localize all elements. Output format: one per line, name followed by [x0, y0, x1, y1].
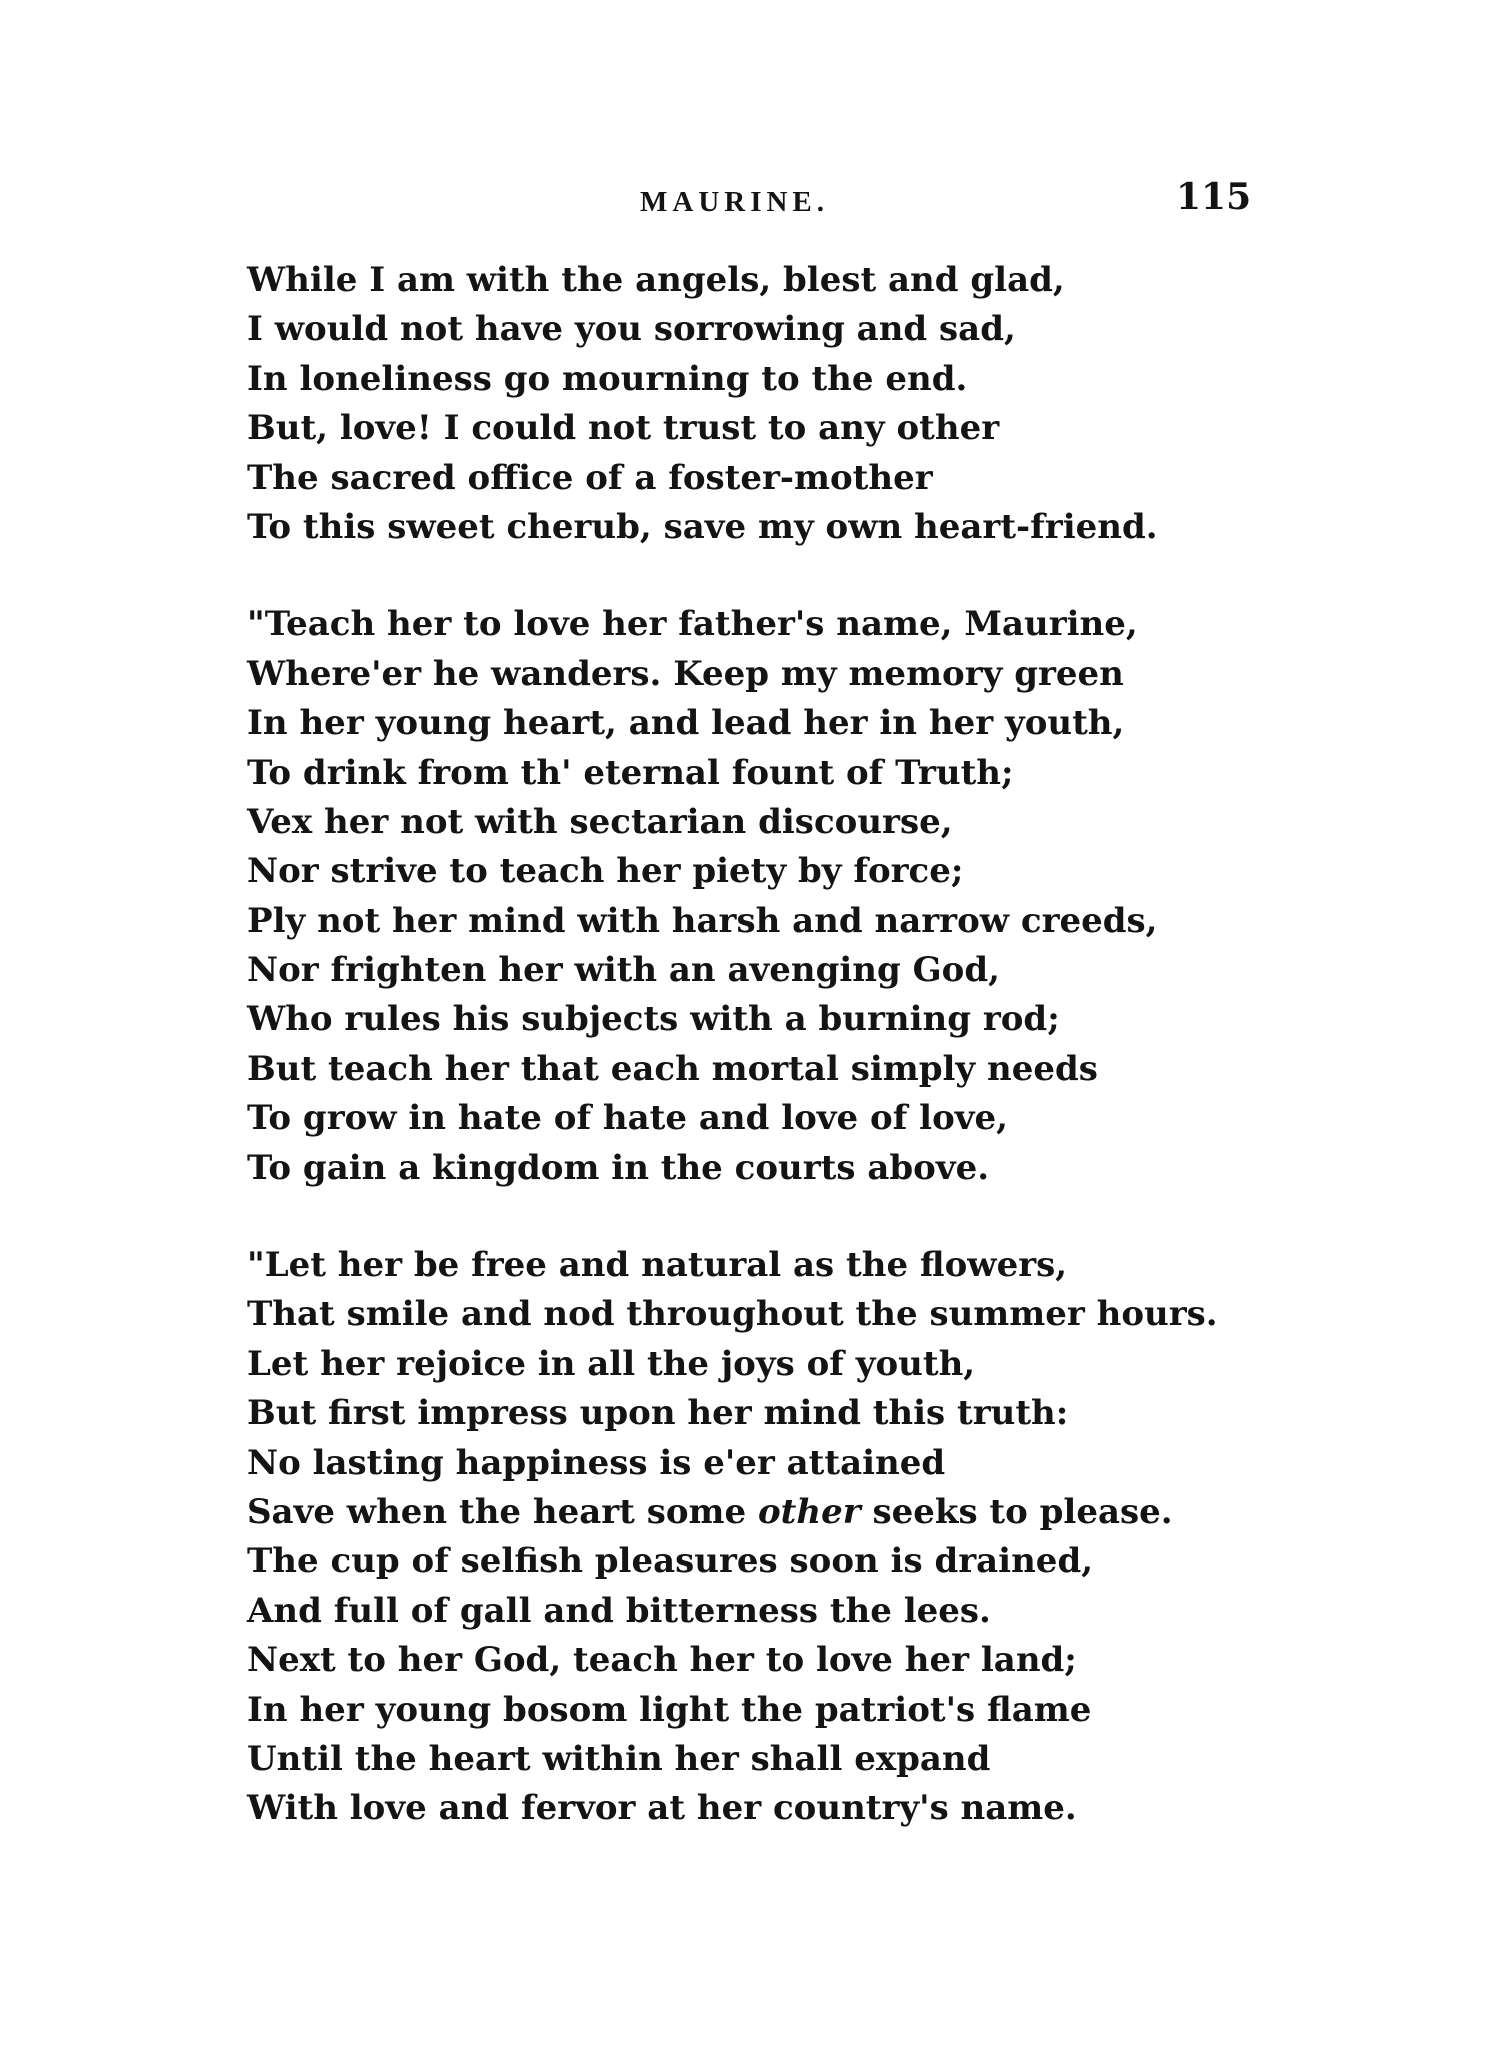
italic-word: other: [757, 1491, 861, 1532]
poem-line: In her young bosom light the patriot's flame: [247, 1689, 1092, 1730]
poem-line: To this sweet cherub, save my own heart-friend.: [247, 506, 1158, 547]
poem-line: To drink from th' eternal fount of Truth;: [247, 752, 1014, 793]
poem-line: "Teach her to love her father's name, Maurine,: [247, 604, 1138, 645]
line-text: Save when the heart some: [247, 1491, 758, 1532]
running-head: [0, 176, 1506, 236]
poem-text: [247, 256, 1347, 1834]
page-number: 115: [1176, 176, 1252, 218]
poem-line: Vex her not with sectarian discourse,: [247, 801, 953, 842]
poem-line: To gain a kingdom in the courts above.: [247, 1147, 990, 1188]
poem-line: Where'er he wanders. Keep my memory green: [247, 653, 1124, 694]
poem-line: Let her rejoice in all the joys of youth,: [247, 1343, 976, 1384]
poem-line-with-italic: [247, 1488, 1347, 1537]
poem-line: With love and fervor at her country's name.: [247, 1788, 1077, 1829]
poem-line: I would not have you sorrowing and sad,: [247, 309, 1016, 350]
poem-line: The sacred office of a foster-mother: [247, 457, 933, 498]
poem-line: And full of gall and bitterness the lees.: [247, 1590, 991, 1631]
stanza-3: [247, 1241, 1347, 1834]
stanza-1: [247, 256, 1347, 552]
poem-line: Next to her God, teach her to love her land;: [247, 1640, 1077, 1681]
poem-line: In her young heart, and lead her in her youth,: [247, 703, 1125, 744]
poem-line: To grow in hate of hate and love of love,: [247, 1098, 1008, 1139]
poem-line: Who rules his subjects with a burning rod;: [247, 999, 1060, 1040]
poem-line: While I am with the angels, blest and glad,: [247, 260, 1065, 300]
poem-line: The cup of selfish pleasures soon is drained,: [247, 1541, 1094, 1582]
poem-line: Nor strive to teach her piety by force;: [247, 851, 964, 892]
poem-line: But, love! I could not trust to any other: [247, 408, 1000, 449]
poem-line: In loneliness go mourning to the end.: [247, 358, 968, 399]
poem-line: But first impress upon her mind this truth:: [247, 1393, 1069, 1434]
poem-line: Ply not her mind with harsh and narrow creeds,: [247, 900, 1158, 941]
running-title: MAURINE.: [640, 186, 830, 218]
poem-line: But teach her that each mortal simply needs: [247, 1048, 1098, 1089]
poem-line: "Let her be free and natural as the flowers,: [247, 1245, 1068, 1286]
poem-line: Nor frighten her with an avenging God,: [247, 950, 1000, 991]
poem-line: Until the heart within her shall expand: [247, 1738, 991, 1779]
poem-line: No lasting happiness is e'er attained: [247, 1442, 946, 1483]
stanza-2: [247, 600, 1347, 1193]
poem-line: That smile and nod throughout the summer hours.: [247, 1294, 1218, 1335]
line-text: seeks to please.: [860, 1491, 1173, 1532]
